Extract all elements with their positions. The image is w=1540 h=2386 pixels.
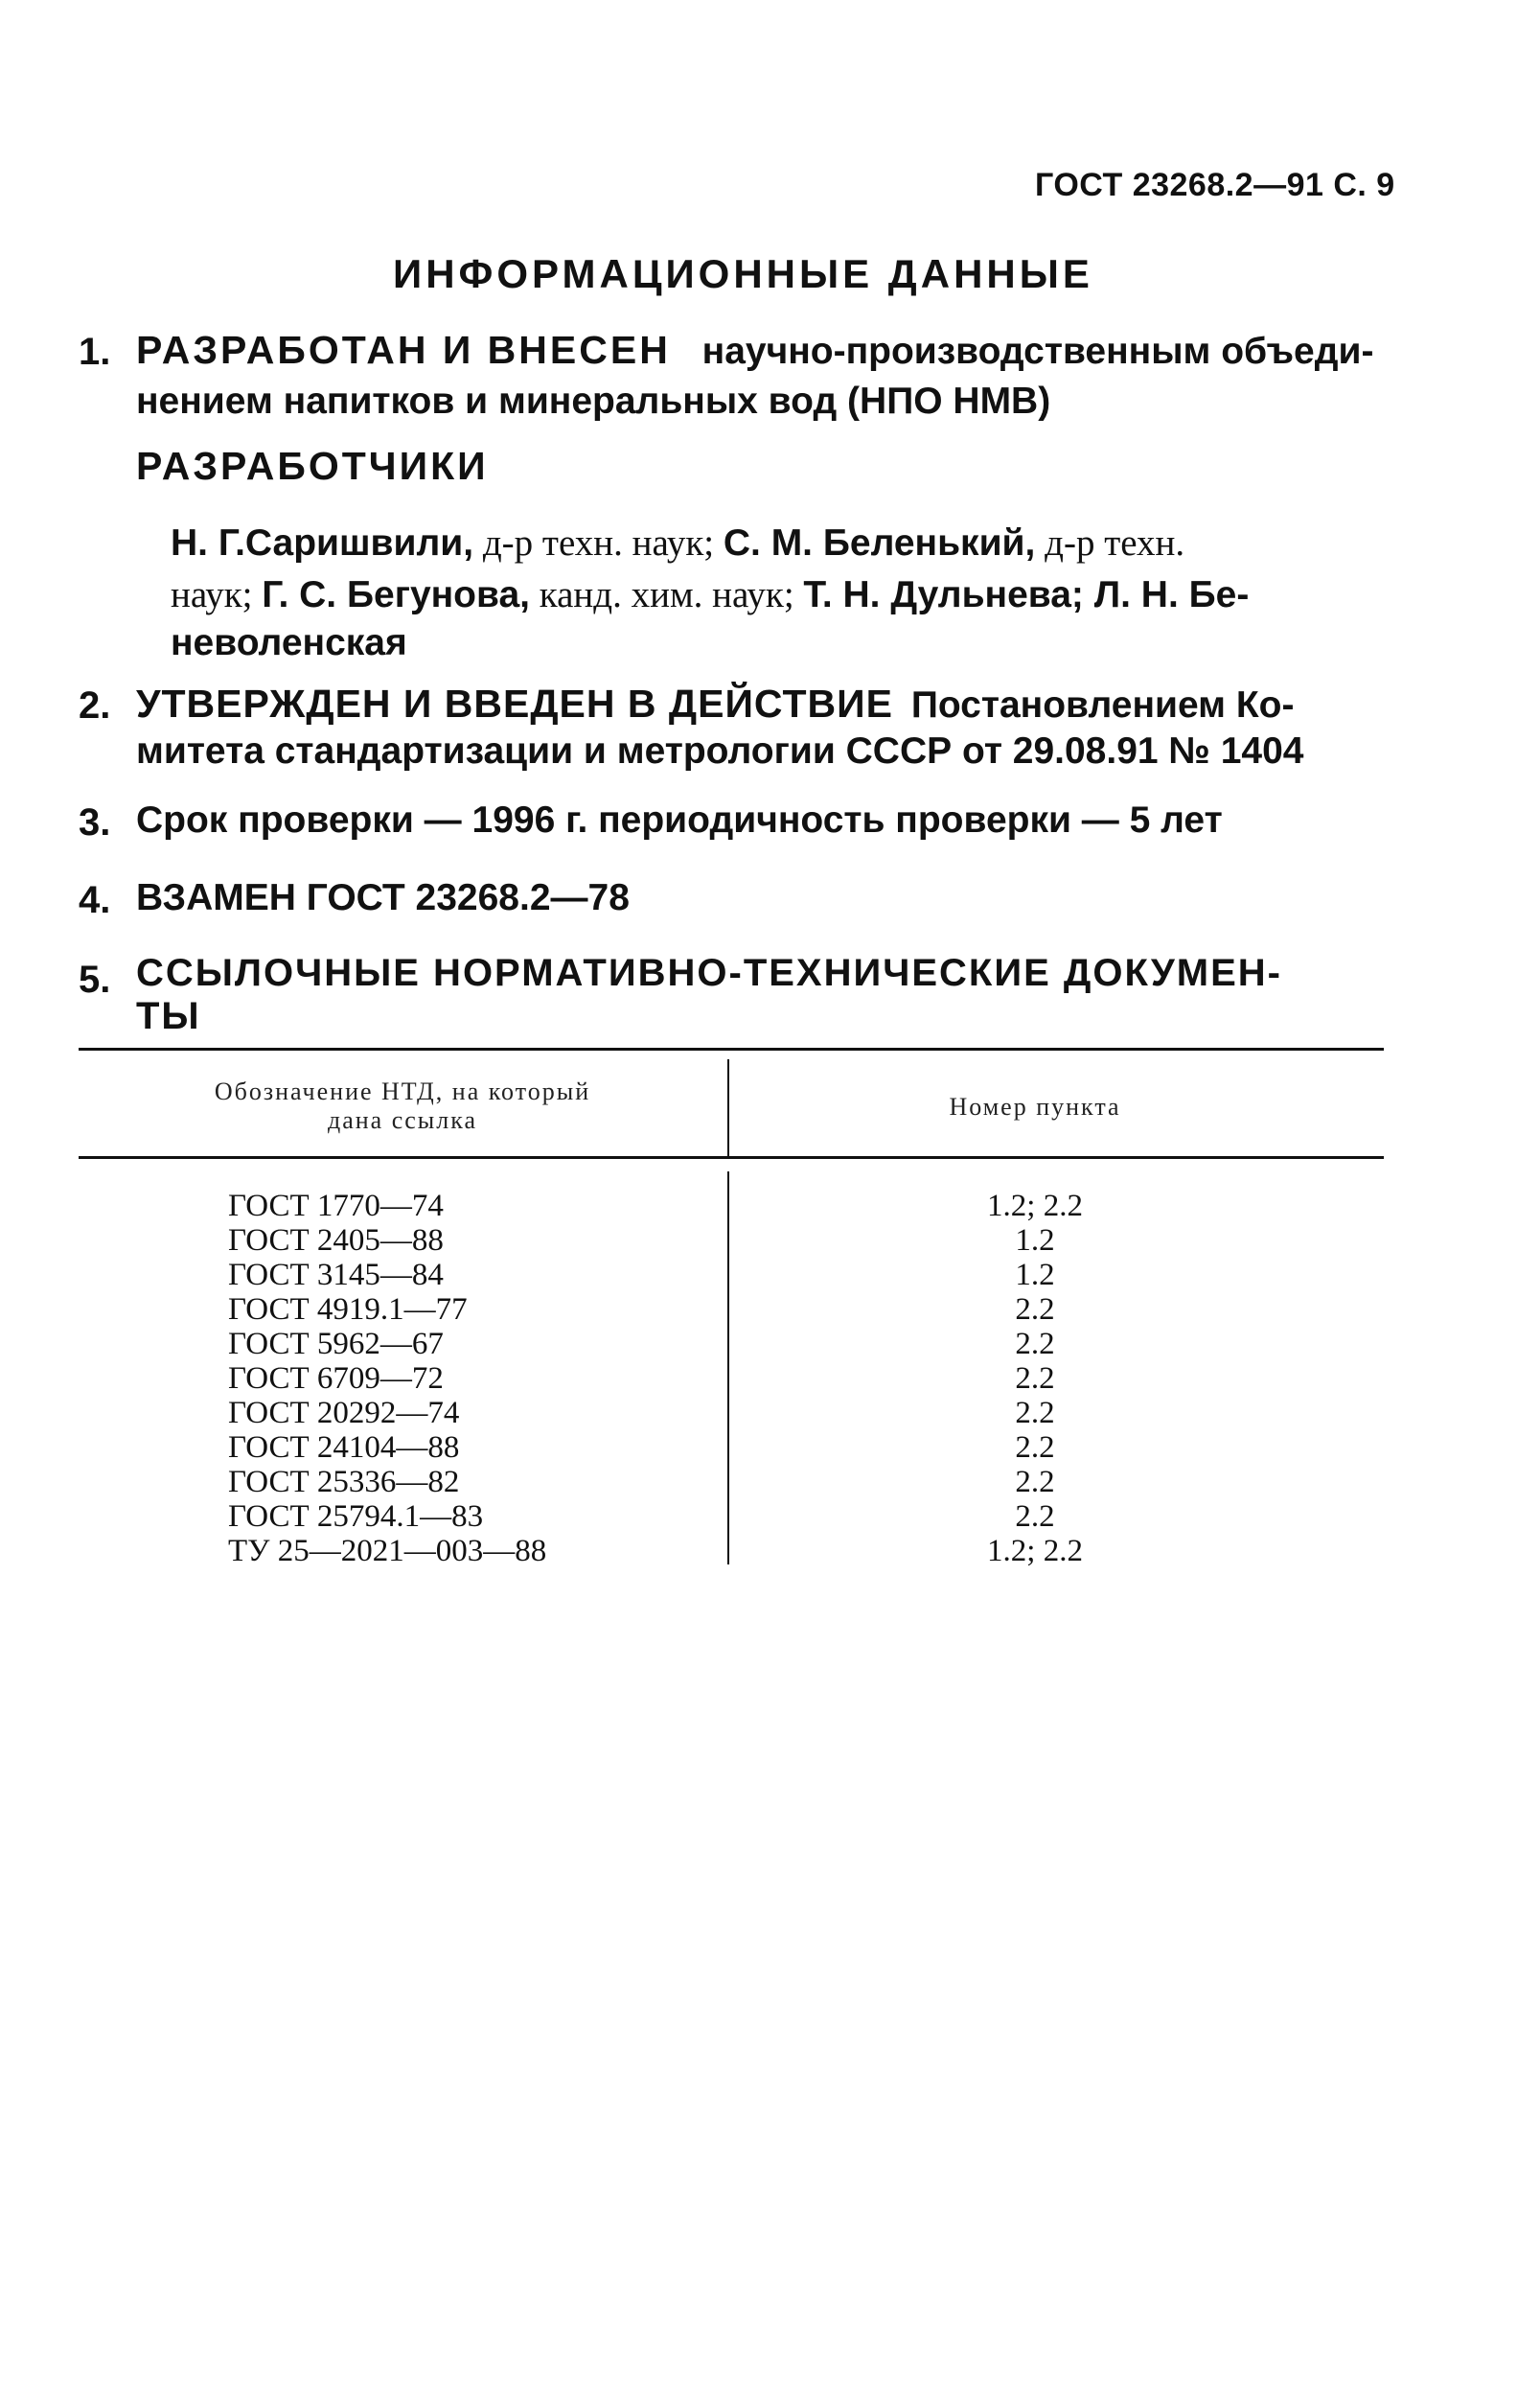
table-cell-clause: 1.2 [1015,1258,1055,1292]
table-cell-doc: ГОСТ 25794.1—83 [228,1499,484,1534]
item-4-number: 4. [79,879,111,921]
table-cell-doc: ГОСТ 4919.1—77 [228,1292,468,1327]
table-cell-doc: ГОСТ 5962—67 [228,1327,444,1361]
item-2-lead: УТВЕРЖДЕН И ВВЕДЕН В ДЕЙСТВИЕ [136,682,893,726]
table-body-divider [727,1171,729,1564]
item-4-text: ВЗАМЕН ГОСТ 23268.2—78 [136,877,630,918]
table-cell-doc: ГОСТ 20292—74 [228,1396,460,1430]
item-2-line1 [136,678,1294,731]
running-head: ГОСТ 23268.2—91 С. 9 [1035,167,1395,203]
developer-degree: наук; [171,574,263,615]
developer-name: Г. С. Бегунова, [262,574,530,615]
developer-name: Т. Н. Дульнева; Л. Н. Бе- [803,574,1250,615]
item-5-number: 5. [79,959,111,1001]
table-cell-clause: 1.2; 2.2 [987,1534,1083,1568]
item-1-text1: научно-производственным объеди- [701,331,1374,372]
table-header-divider [727,1059,729,1157]
developer-name: неволенская [171,622,407,663]
column-header-doc [115,1077,690,1135]
table-cell-clause: 2.2 [1015,1292,1055,1327]
item-1-line2: нением напитков и минеральных вод (НПО НМВ) [136,381,1051,422]
developers-line-2 [171,569,1249,621]
table-cell-clause: 2.2 [1015,1430,1055,1465]
table-cell-clause: 1.2; 2.2 [987,1189,1083,1223]
table-cell-doc: ГОСТ 2405—88 [228,1223,444,1258]
table-cell-clause: 2.2 [1015,1396,1055,1430]
column-header-clause: Номер пункта [949,1093,1121,1121]
item-5-heading-2: ТЫ [136,995,201,1037]
item-1-line1 [136,324,1373,378]
developer-name: С. М. Беленький, [723,522,1036,564]
item-1-lead: РАЗРАБОТАН И ВНЕСЕН [136,328,671,372]
table-cell-doc: ГОСТ 25336—82 [228,1465,460,1499]
table-cell-doc: ГОСТ 1770—74 [228,1189,444,1223]
developer-degree: д-р техн. [1035,522,1185,564]
table-cell-doc: ГОСТ 6709—72 [228,1361,444,1396]
table-cell-clause: 2.2 [1015,1361,1055,1396]
item-3-number: 3. [79,801,111,844]
developers-line-3 [171,617,407,669]
table-header-rule [79,1156,1384,1159]
table-top-rule [79,1048,1384,1051]
developer-degree: д-р техн. наук; [473,522,724,564]
item-1-number: 1. [79,331,111,373]
developer-degree: канд. хим. наук; [530,574,804,615]
item-2-number: 2. [79,684,111,727]
table-cell-doc: ГОСТ 24104—88 [228,1430,460,1465]
page-title: ИНФОРМАЦИОННЫЕ ДАННЫЕ [393,251,1093,296]
table-cell-doc: ТУ 25—2021—003—88 [228,1534,547,1568]
developers-heading: РАЗРАБОТЧИКИ [136,444,489,488]
item-2-line2: митета стандартизации и метрологии СССР от 29.08.91 № 1404 [136,730,1304,772]
table-cell-clause: 2.2 [1015,1327,1055,1361]
column-header-doc-line: дана ссылка [327,1106,478,1134]
table-cell-clause: 1.2 [1015,1223,1055,1258]
developers-line-1 [171,518,1184,569]
table-cell-clause: 2.2 [1015,1499,1055,1534]
item-5-heading-1: ССЫЛОЧНЫЕ НОРМАТИВНО-ТЕХНИЧЕСКИЕ ДОКУМЕН- [136,952,1282,994]
table-cell-doc: ГОСТ 3145—84 [228,1258,444,1292]
table-cell-clause: 2.2 [1015,1465,1055,1499]
item-2-text1: Постановлением Ко- [910,684,1295,726]
column-header-doc-line: Обозначение НТД, на который [214,1077,591,1105]
item-3-text: Срок проверки — 1996 г. периодичность проверки — 5 лет [136,799,1223,841]
developer-name: Н. Г.Саришвили, [171,522,474,564]
